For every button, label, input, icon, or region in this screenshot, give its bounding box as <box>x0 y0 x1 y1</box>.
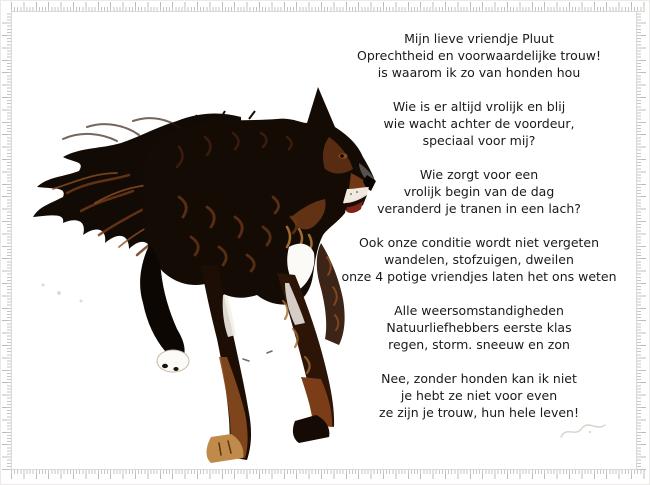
frame-ruler-left <box>2 11 12 470</box>
poem-line: veranderd je tranen in een lach? <box>377 201 581 216</box>
poem-line: is waarom ik zo van honden hou <box>377 65 581 80</box>
poem-stanza <box>317 98 641 149</box>
frame-ruler-bottom <box>11 469 645 479</box>
poem-line: wandelen, stofzuigen, dweilen <box>384 252 574 267</box>
poem <box>317 30 641 438</box>
poem-line: regen, storm. sneeuw en zon <box>388 337 570 352</box>
signature-mark <box>549 411 619 451</box>
poem-stanza <box>317 30 641 81</box>
poem-line: vrolijk begin van de dag <box>403 184 555 199</box>
poem-line: Natuurliefhebbers eerste klas <box>386 320 572 335</box>
poem-line: Mijn lieve vriendje Pluut <box>404 31 554 46</box>
poem-line: Wie is er altijd vrolijk en blij <box>392 99 566 114</box>
poem-line: Wie zorgt voor een <box>419 167 539 182</box>
ground-speckles <box>42 284 83 303</box>
poem-line: onze 4 potige vriendjes laten het ons weten <box>341 269 617 284</box>
poem-line: speciaal voor mij? <box>422 133 536 148</box>
poem-line: ze zijn je trouw, hun hele leven! <box>379 405 579 420</box>
poem-line: Ook onze conditie wordt niet vergeten <box>358 235 600 250</box>
poem-line: je hebt ze niet voor even <box>400 388 558 403</box>
poem-stanza <box>317 166 641 217</box>
frame-ruler-top <box>11 2 645 12</box>
poem-line: Oprechtheid en voorwaardelijke trouw! <box>357 48 601 63</box>
poem-line: wie wacht achter de voordeur, <box>383 116 575 131</box>
poem-stanza <box>317 234 641 285</box>
poem-line: Alle weersomstandigheden <box>394 303 564 318</box>
poem-line: Nee, zonder honden kan ik niet <box>381 371 577 386</box>
poem-stanza <box>317 302 641 353</box>
